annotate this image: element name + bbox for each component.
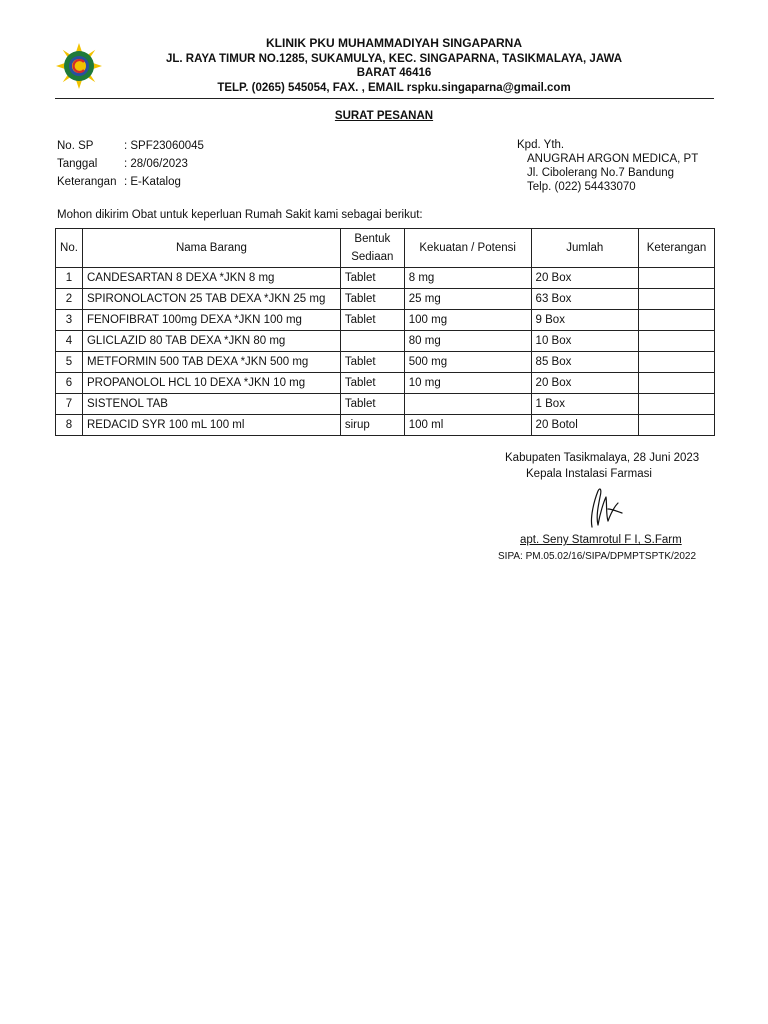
clinic-address-line2: BARAT 46416 bbox=[356, 67, 432, 79]
header-bentuk-line1: Bentuk bbox=[354, 233, 391, 245]
recipient-block bbox=[517, 138, 698, 194]
cell-keterangan bbox=[639, 289, 715, 310]
table-row bbox=[56, 415, 715, 436]
tanggal-label: Tanggal bbox=[57, 158, 98, 170]
cell-nama: CANDESARTAN 8 DEXA *JKN 8 mg bbox=[82, 268, 340, 289]
cell-jumlah: 20 Box bbox=[531, 268, 638, 289]
table-row bbox=[56, 373, 715, 394]
cell-kekuatan: 8 mg bbox=[404, 268, 531, 289]
header-kekuatan: Kekuatan / Potensi bbox=[404, 229, 531, 268]
cell-nama: SISTENOL TAB bbox=[82, 394, 340, 415]
order-table bbox=[55, 228, 715, 436]
table-header-row bbox=[56, 229, 715, 268]
cell-no: 6 bbox=[56, 373, 83, 394]
cell-kekuatan: 25 mg bbox=[404, 289, 531, 310]
intro-text: Mohon dikirim Obat untuk keperluan Rumah Sakit kami sebagai berikut: bbox=[57, 209, 423, 221]
header-keterangan: Keterangan bbox=[639, 229, 715, 268]
recipient-phone: Telp. (022) 54433070 bbox=[527, 181, 636, 193]
cell-jumlah: 63 Box bbox=[531, 289, 638, 310]
header-nama-barang: Nama Barang bbox=[82, 229, 340, 268]
cell-nama: PROPANOLOL HCL 10 DEXA *JKN 10 mg bbox=[82, 373, 340, 394]
cell-bentuk: sirup bbox=[340, 415, 404, 436]
cell-nama: GLICLAZID 80 TAB DEXA *JKN 80 mg bbox=[82, 331, 340, 352]
table-row bbox=[56, 289, 715, 310]
cell-kekuatan bbox=[404, 394, 531, 415]
cell-no: 8 bbox=[56, 415, 83, 436]
cell-bentuk: Tablet bbox=[340, 268, 404, 289]
handwritten-signature-icon bbox=[578, 483, 628, 531]
cell-jumlah: 85 Box bbox=[531, 352, 638, 373]
document-title-text: SURAT PESANAN bbox=[334, 110, 434, 122]
table-row bbox=[56, 310, 715, 331]
cell-jumlah: 9 Box bbox=[531, 310, 638, 331]
header-divider bbox=[55, 98, 714, 99]
cell-keterangan bbox=[639, 331, 715, 352]
cell-keterangan bbox=[639, 373, 715, 394]
signature-name: apt. Seny Stamrotul F I, S.Farm bbox=[520, 534, 682, 546]
signature-role: Kepala Instalasi Farmasi bbox=[526, 468, 652, 480]
clinic-address-line1: JL. RAYA TIMUR NO.1285, SUKAMULYA, KEC. SINGAPARNA, TASIKMALAYA, JAWA bbox=[165, 53, 623, 65]
cell-bentuk: Tablet bbox=[340, 394, 404, 415]
table-row bbox=[56, 352, 715, 373]
cell-jumlah: 1 Box bbox=[531, 394, 638, 415]
cell-no: 7 bbox=[56, 394, 83, 415]
tanggal-value: : 28/06/2023 bbox=[124, 158, 188, 170]
header-jumlah: Jumlah bbox=[531, 229, 638, 268]
cell-nama: SPIRONOLACTON 25 TAB DEXA *JKN 25 mg bbox=[82, 289, 340, 310]
keterangan-label: Keterangan bbox=[57, 176, 117, 188]
cell-keterangan bbox=[639, 415, 715, 436]
cell-no: 3 bbox=[56, 310, 83, 331]
cell-keterangan bbox=[639, 310, 715, 331]
cell-nama: REDACID SYR 100 mL 100 ml bbox=[82, 415, 340, 436]
no-sp-label: No. SP bbox=[57, 140, 94, 152]
cell-kekuatan: 80 mg bbox=[404, 331, 531, 352]
recipient-address: Jl. Cibolerang No.7 Bandung bbox=[527, 167, 675, 179]
cell-keterangan bbox=[639, 394, 715, 415]
cell-jumlah: 10 Box bbox=[531, 331, 638, 352]
cell-nama: METFORMIN 500 TAB DEXA *JKN 500 mg bbox=[82, 352, 340, 373]
clinic-logo-icon bbox=[55, 42, 103, 90]
cell-bentuk: Tablet bbox=[340, 310, 404, 331]
cell-bentuk: Tablet bbox=[340, 352, 404, 373]
header-bentuk-line2: Sediaan bbox=[351, 251, 394, 263]
cell-bentuk: Tablet bbox=[340, 373, 404, 394]
clinic-address bbox=[120, 52, 668, 80]
recipient-greeting: Kpd. Yth. bbox=[517, 139, 565, 151]
clinic-name: KLINIK PKU MUHAMMADIYAH SINGAPARNA bbox=[265, 36, 522, 50]
cell-no: 1 bbox=[56, 268, 83, 289]
signature-sipa: SIPA: PM.05.02/16/SIPA/DPMPTSPTK/2022 bbox=[498, 551, 697, 562]
recipient-name: ANUGRAH ARGON MEDICA, PT bbox=[527, 153, 699, 165]
cell-kekuatan: 10 mg bbox=[404, 373, 531, 394]
document-title bbox=[0, 110, 768, 122]
table-row bbox=[56, 394, 715, 415]
cell-bentuk: Tablet bbox=[340, 289, 404, 310]
no-sp-value: : SPF23060045 bbox=[124, 140, 204, 152]
table-row bbox=[56, 331, 715, 352]
cell-bentuk bbox=[340, 331, 404, 352]
cell-keterangan bbox=[639, 352, 715, 373]
cell-no: 5 bbox=[56, 352, 83, 373]
header-no: No. bbox=[56, 229, 83, 268]
cell-no: 4 bbox=[56, 331, 83, 352]
cell-nama: FENOFIBRAT 100mg DEXA *JKN 100 mg bbox=[82, 310, 340, 331]
cell-keterangan bbox=[639, 268, 715, 289]
cell-kekuatan: 500 mg bbox=[404, 352, 531, 373]
table-row bbox=[56, 268, 715, 289]
cell-kekuatan: 100 mg bbox=[404, 310, 531, 331]
header-bentuk-sediaan bbox=[340, 229, 404, 268]
signature-place-date: Kabupaten Tasikmalaya, 28 Juni 2023 bbox=[505, 452, 700, 464]
cell-no: 2 bbox=[56, 289, 83, 310]
keterangan-value: : E-Katalog bbox=[124, 176, 181, 188]
cell-kekuatan: 100 ml bbox=[404, 415, 531, 436]
clinic-contact: TELP. (0265) 545054, FAX. , EMAIL rspku.singaparna@gmail.com bbox=[217, 82, 571, 94]
cell-jumlah: 20 Botol bbox=[531, 415, 638, 436]
cell-jumlah: 20 Box bbox=[531, 373, 638, 394]
